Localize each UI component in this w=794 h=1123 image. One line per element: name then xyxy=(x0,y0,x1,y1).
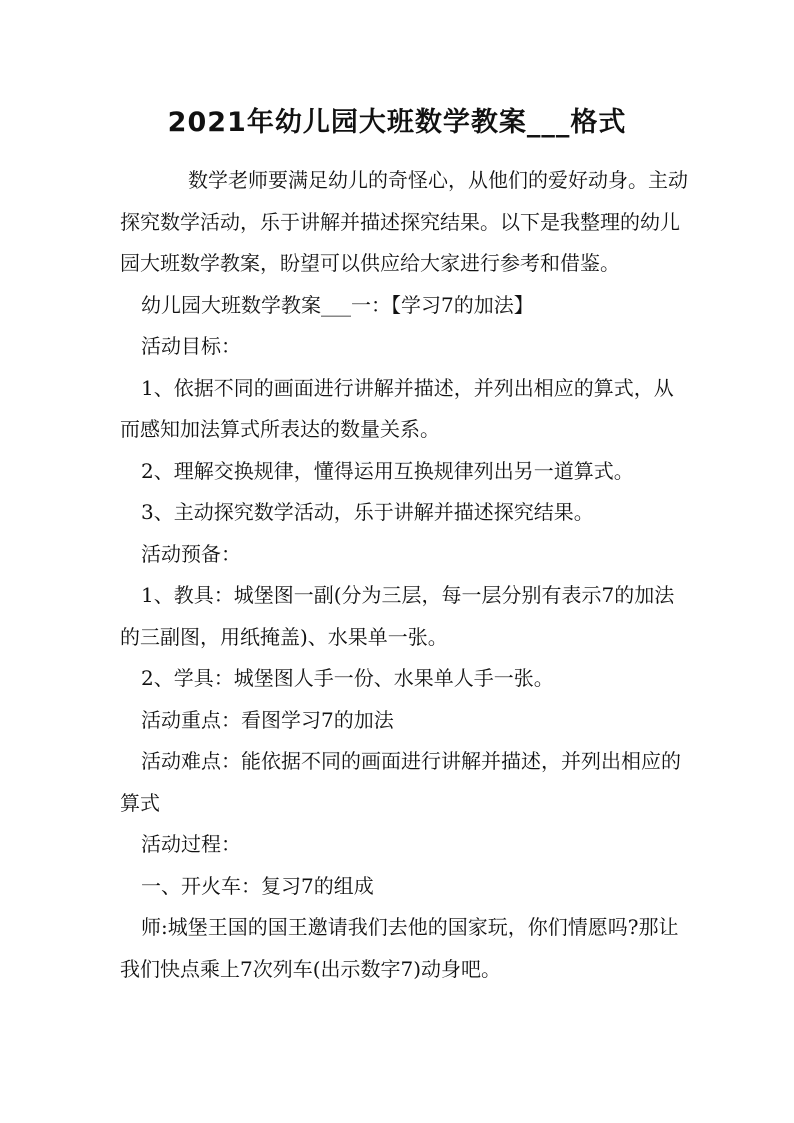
process-step-1: 一、开火车：复习7的组成 xyxy=(141,873,374,898)
lesson-heading: 幼儿园大班数学教案___一：【学习7的加法】 xyxy=(141,292,534,317)
section-heading-process: 活动过程： xyxy=(141,832,241,856)
document-body xyxy=(120,160,690,990)
intro-paragraph: 数学老师要满足幼儿的奇怪心，从他们的爱好动身。主动探究数学活动，乐于讲解并描述探究结果。以下是我整理的幼儿园大班数学教案，盼望可以供应给大家进行参考和借鉴。 xyxy=(120,168,688,275)
section-heading-goals: 活动目标： xyxy=(141,334,241,358)
key-point: 活动重点：看图学习7的加法 xyxy=(141,707,394,732)
preparation-item-1: 1、教具：城堡图一副(分为三层，每一层分别有表示7的加法的三副图，用纸掩盖)、水果单一张。 xyxy=(120,583,675,649)
teacher-dialogue: 师:城堡王国的国王邀请我们去他的国家玩，你们情愿吗?那让我们快点乘上7次列车(出示数字7)动身吧。 xyxy=(120,915,679,981)
difficult-point: 活动难点：能依据不同的画面进行讲解并描述，并列出相应的算式 xyxy=(120,749,681,815)
goal-item-2: 2、理解交换规律，懂得运用互换规律列出另一道算式。 xyxy=(141,458,634,483)
section-heading-preparation: 活动预备： xyxy=(141,541,241,566)
goal-item-1: 1、依据不同的画面进行讲解并描述，并列出相应的算式，从而感知加法算式所表达的数量关系。 xyxy=(120,375,674,441)
goal-item-3: 3、主动探究数学活动，乐于讲解并描述探究结果。 xyxy=(141,500,594,524)
preparation-item-2: 2、学具：城堡图人手一份、水果单人手一张。 xyxy=(141,666,554,690)
document-title: 2021年幼儿园大班数学教案___格式 xyxy=(167,107,627,138)
